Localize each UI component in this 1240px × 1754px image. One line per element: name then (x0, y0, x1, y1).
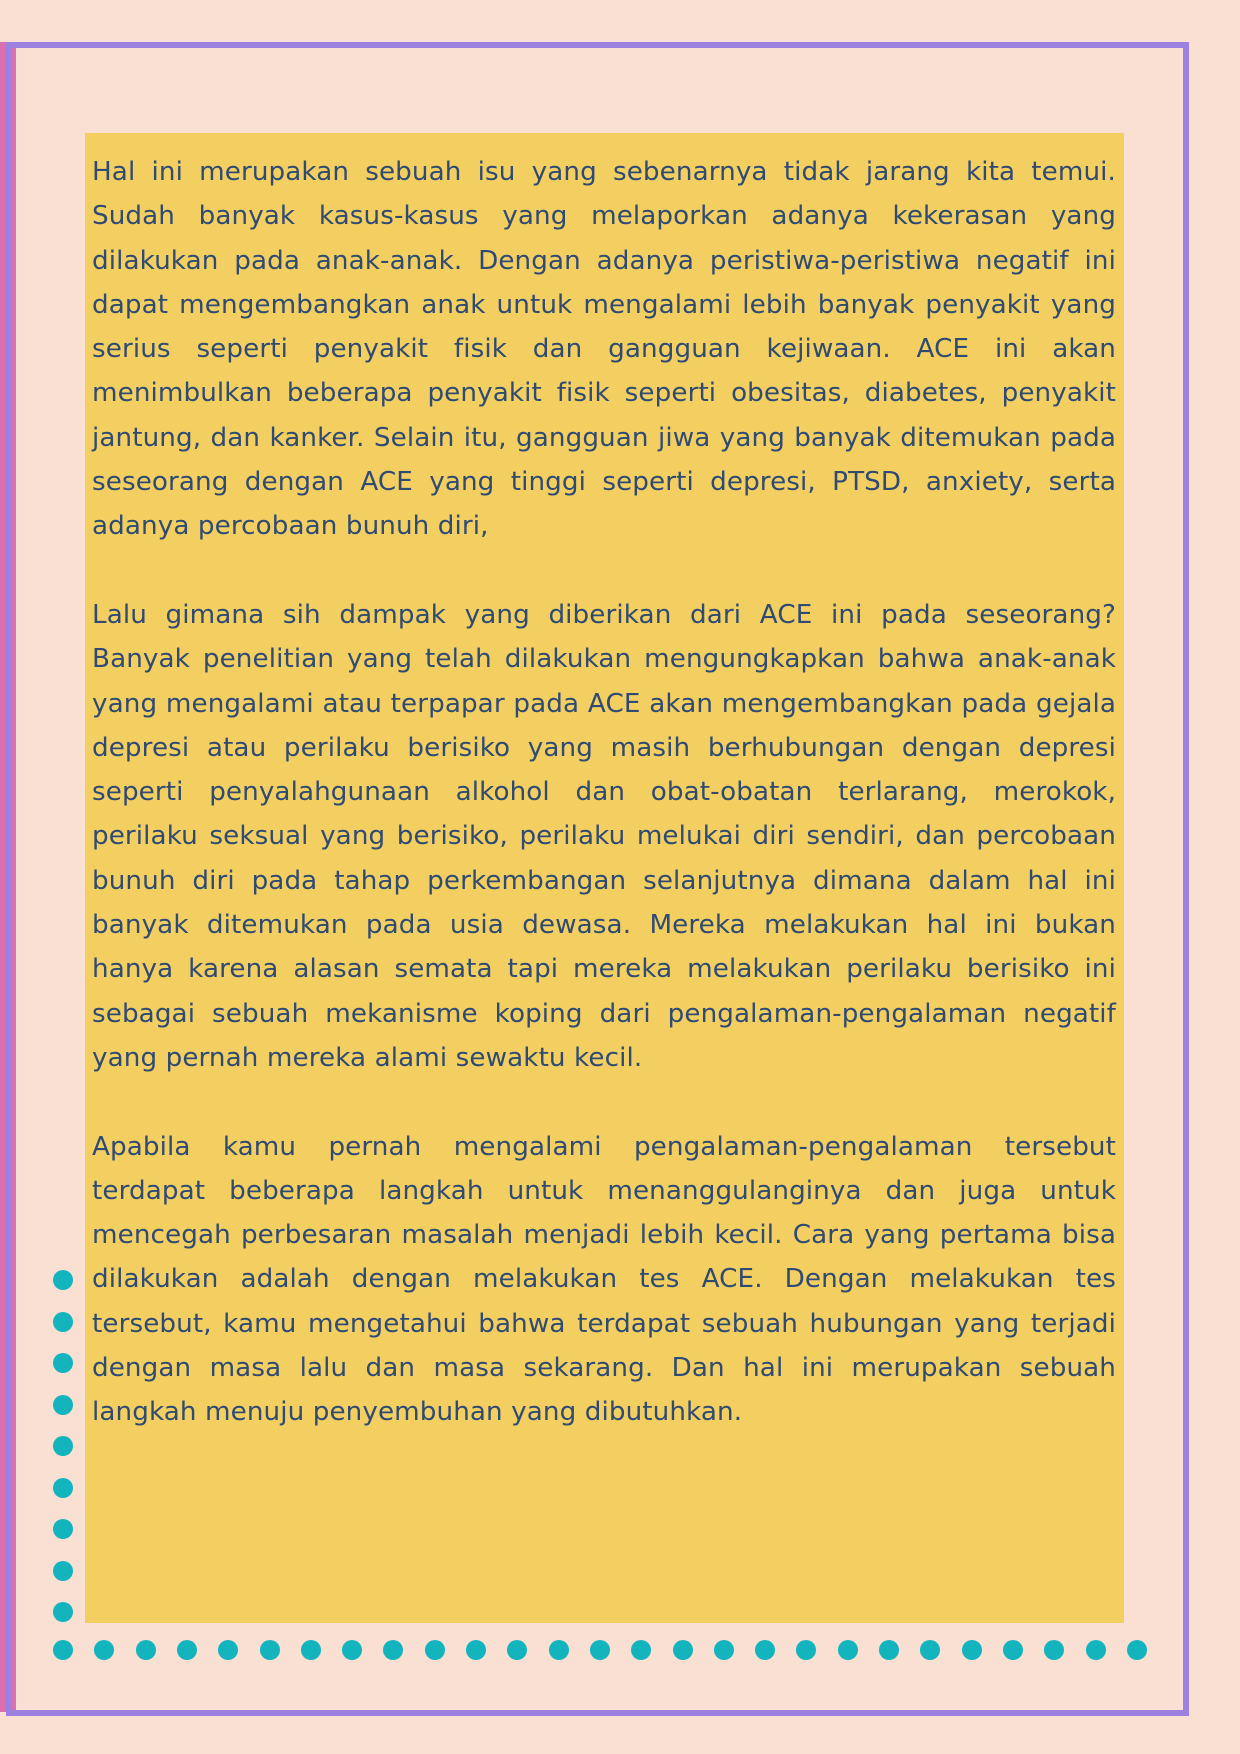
decorative-dot (53, 1478, 73, 1498)
decorative-dot (549, 1640, 569, 1660)
decorative-dot (879, 1640, 899, 1660)
decorative-dot (466, 1640, 486, 1660)
decorative-dot (53, 1436, 73, 1456)
decorative-dot (962, 1640, 982, 1660)
decorative-dot (53, 1561, 73, 1581)
decorative-dot (177, 1640, 197, 1660)
paragraph-steps: Apabila kamu pernah mengalami pengalaman-pengalaman tersebut terdapat beberapa langkah untuk menanggulanginya dan juga untuk mencegah perbesaran masalah menjadi lebih kecil. Cara yang pertama bisa dilakukan adalah dengan melakukan tes ACE. Dengan melakukan tes tersebut, kamu mengetahui bahwa terdapat sebuah hubungan yang terjadi dengan masa lalu dan masa sekarang. Dan hal ini merupakan sebuah langkah menuju penyembuhan yang dibutuhkan. (92, 1131, 1116, 1428)
decorative-dot (53, 1312, 73, 1332)
decorative-dot (714, 1640, 734, 1660)
decorative-dot (53, 1519, 73, 1539)
decorative-dot (425, 1640, 445, 1660)
decorative-dot (342, 1640, 362, 1660)
decorative-dot (1127, 1640, 1147, 1660)
decorative-dot (53, 1395, 73, 1415)
decorative-dot (53, 1353, 73, 1373)
decorative-dot (53, 1602, 73, 1622)
decorative-dot (260, 1640, 280, 1660)
decorative-dot (136, 1640, 156, 1660)
decorative-dot (590, 1640, 610, 1660)
decorative-dot (1003, 1640, 1023, 1660)
article-body (92, 150, 1116, 1435)
decorative-dot (755, 1640, 775, 1660)
paragraph-intro: Hal ini merupakan sebuah isu yang sebenarnya tidak jarang kita temui. Sudah banyak kasus-kasus yang melaporkan adanya kekerasan yang dilakukan pada anak-anak. Dengan adanya peristiwa-peristiwa negatif ini dapat mengembangkan anak untuk mengalami lebih banyak penyakit yang serius seperti penyakit fisik dan gangguan kejiwaan. ACE ini akan menimbulkan beberapa penyakit fisik seperti obesitas, diabetes, penyakit jantung, dan kanker. Selain itu, gangguan jiwa yang banyak ditemukan pada seseorang dengan ACE yang tinggi seperti depresi, PTSD, anxiety, serta adanya percobaan bunuh diri, (92, 157, 1116, 542)
decorative-dot (1086, 1640, 1106, 1660)
decorative-dot (673, 1640, 693, 1660)
decorative-dot (838, 1640, 858, 1660)
decorative-dot (53, 1270, 73, 1290)
paragraph-impact: Lalu gimana sih dampak yang diberikan dari ACE ini pada seseorang? Banyak penelitian yang telah dilakukan mengungkapkan bahwa anak-anak yang mengalami atau terpapar pada ACE akan mengembangkan pada gejala depresi atau perilaku berisiko yang masih berhubungan dengan depresi seperti penyalahgunaan alkohol dan obat-obatan terlarang, merokok, perilaku seksual yang berisiko, perilaku melukai diri sendiri, dan percobaan bunuh diri pada tahap perkembangan selanjutnya dimana dalam hal ini banyak ditemukan pada usia dewasa. Mereka melakukan hal ini bukan hanya karena alasan semata tapi mereka melakukan perilaku berisiko ini sebagai sebuah mekanisme koping dari pengalaman-pengalaman negatif yang pernah mereka alami sewaktu kecil. (92, 599, 1116, 1073)
decorative-dot (53, 1640, 73, 1660)
decorative-dot (301, 1640, 321, 1660)
